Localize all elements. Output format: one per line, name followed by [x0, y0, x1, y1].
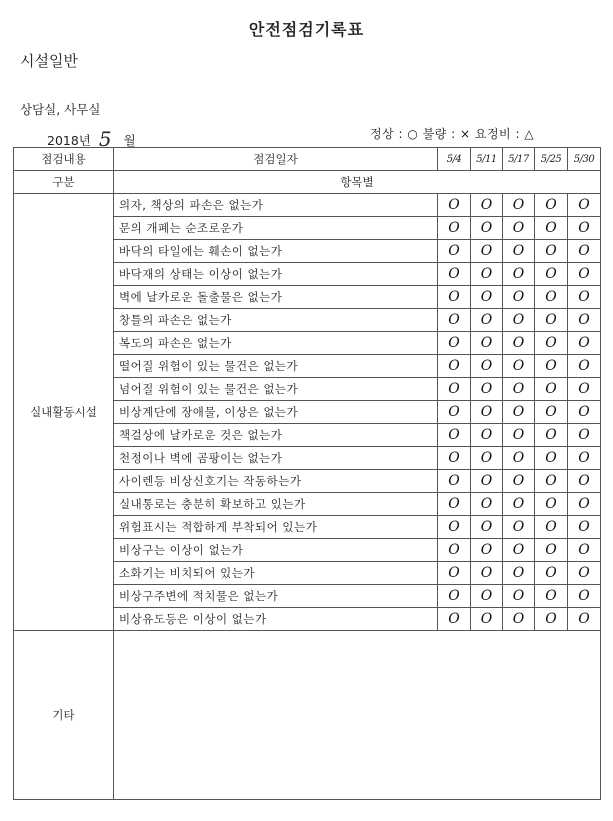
check-mark: O	[503, 263, 535, 286]
check-item: 문의 개폐는 순조로운가	[114, 217, 438, 240]
check-mark: O	[568, 562, 601, 585]
check-mark: O	[503, 194, 535, 217]
check-mark: O	[503, 309, 535, 332]
check-mark: O	[503, 286, 535, 309]
date-cell: 5/11	[471, 148, 503, 171]
check-item: 의자, 책상의 파손은 없는가	[114, 194, 438, 217]
check-item: 바닥의 타일에는 훼손이 없는가	[114, 240, 438, 263]
check-mark: O	[438, 424, 471, 447]
check-mark: O	[438, 539, 471, 562]
legend: 정상 : ○ 불량 : × 요정비 : △	[370, 127, 535, 141]
check-mark: O	[503, 424, 535, 447]
check-mark: O	[535, 401, 568, 424]
header-row-dates	[14, 148, 601, 171]
check-mark: O	[438, 263, 471, 286]
check-mark: O	[438, 447, 471, 470]
check-mark: O	[568, 516, 601, 539]
check-mark: O	[535, 608, 568, 631]
check-item: 복도의 파손은 없는가	[114, 332, 438, 355]
check-mark: O	[471, 539, 503, 562]
check-item: 벽에 날카로운 돌출물은 없는가	[114, 286, 438, 309]
check-mark: O	[471, 378, 503, 401]
check-mark: O	[471, 355, 503, 378]
check-mark: O	[503, 470, 535, 493]
check-mark: O	[438, 194, 471, 217]
check-mark: O	[471, 240, 503, 263]
check-mark: O	[568, 217, 601, 240]
check-mark: O	[438, 562, 471, 585]
header-date: 점검일자	[114, 148, 438, 171]
check-mark: O	[471, 194, 503, 217]
check-mark: O	[535, 355, 568, 378]
check-mark: O	[535, 470, 568, 493]
check-item: 사이렌등 비상신호기는 작동하는가	[114, 470, 438, 493]
check-mark: O	[568, 286, 601, 309]
check-mark: O	[568, 585, 601, 608]
check-mark: O	[535, 263, 568, 286]
check-item: 위험표시는 적합하게 부착되어 있는가	[114, 516, 438, 539]
check-item: 창틀의 파손은 없는가	[114, 309, 438, 332]
date-cell: 5/4	[438, 148, 471, 171]
check-mark: O	[535, 539, 568, 562]
header-category: 구분	[14, 171, 114, 194]
check-item: 책걸상에 날카로운 것은 없는가	[114, 424, 438, 447]
check-mark: O	[438, 286, 471, 309]
check-mark: O	[503, 539, 535, 562]
check-mark: O	[568, 194, 601, 217]
check-mark: O	[471, 585, 503, 608]
facility-label: 시설일반	[20, 52, 78, 70]
check-mark: O	[568, 470, 601, 493]
check-mark: O	[535, 378, 568, 401]
page-title: 안전점검기록표	[248, 20, 365, 39]
check-mark: O	[535, 194, 568, 217]
etc-row	[14, 631, 601, 800]
check-mark: O	[503, 332, 535, 355]
check-mark: O	[568, 240, 601, 263]
table-row	[14, 194, 601, 217]
check-mark: O	[568, 539, 601, 562]
check-mark: O	[438, 608, 471, 631]
month-label: 월	[123, 133, 136, 148]
check-mark: O	[503, 401, 535, 424]
check-mark: O	[503, 355, 535, 378]
header-items: 항목별	[114, 171, 601, 194]
check-mark: O	[438, 240, 471, 263]
check-mark: O	[471, 309, 503, 332]
check-mark: O	[438, 401, 471, 424]
check-mark: O	[535, 562, 568, 585]
check-mark: O	[503, 562, 535, 585]
inspection-table	[13, 147, 601, 800]
check-mark: O	[438, 309, 471, 332]
check-mark: O	[535, 447, 568, 470]
check-mark: O	[438, 332, 471, 355]
header-content: 점검내용	[14, 148, 114, 171]
check-item: 떨어질 위험이 있는 물건은 없는가	[114, 355, 438, 378]
check-item: 비상계단에 장애물, 이상은 없는가	[114, 401, 438, 424]
room-label: 상담실, 사무실	[20, 102, 101, 117]
check-mark: O	[503, 493, 535, 516]
date-cell: 5/17	[503, 148, 535, 171]
check-mark: O	[535, 493, 568, 516]
check-item: 실내통로는 충분히 확보하고 있는가	[114, 493, 438, 516]
check-mark: O	[568, 608, 601, 631]
check-item: 넘어질 위험이 있는 물건은 없는가	[114, 378, 438, 401]
check-mark: O	[503, 608, 535, 631]
date-cell: 5/30	[568, 148, 601, 171]
check-mark: O	[535, 286, 568, 309]
check-mark: O	[438, 217, 471, 240]
check-mark: O	[503, 240, 535, 263]
check-mark: O	[471, 332, 503, 355]
check-mark: O	[535, 240, 568, 263]
check-mark: O	[503, 516, 535, 539]
check-mark: O	[438, 516, 471, 539]
header-row-category	[14, 171, 601, 194]
check-mark: O	[535, 424, 568, 447]
check-mark: O	[471, 263, 503, 286]
check-mark: O	[568, 355, 601, 378]
check-mark: O	[471, 516, 503, 539]
check-mark: O	[535, 309, 568, 332]
check-mark: O	[503, 447, 535, 470]
check-mark: O	[568, 401, 601, 424]
etc-notes	[114, 631, 601, 800]
check-mark: O	[471, 401, 503, 424]
check-mark: O	[471, 562, 503, 585]
check-mark: O	[438, 378, 471, 401]
check-mark: O	[568, 332, 601, 355]
year-label: 2018년	[47, 133, 91, 148]
check-mark: O	[568, 263, 601, 286]
check-mark: O	[535, 217, 568, 240]
check-mark: O	[568, 378, 601, 401]
check-item: 비상유도등은 이상이 없는가	[114, 608, 438, 631]
check-mark: O	[535, 585, 568, 608]
check-mark: O	[471, 493, 503, 516]
check-mark: O	[503, 585, 535, 608]
date-cell: 5/25	[535, 148, 568, 171]
check-item: 소화기는 비치되어 있는가	[114, 562, 438, 585]
check-mark: O	[438, 470, 471, 493]
check-mark: O	[438, 355, 471, 378]
check-mark: O	[438, 585, 471, 608]
check-mark: O	[471, 286, 503, 309]
check-mark: O	[503, 217, 535, 240]
etc-label: 기타	[14, 631, 114, 800]
check-mark: O	[471, 470, 503, 493]
check-mark: O	[568, 447, 601, 470]
check-mark: O	[471, 217, 503, 240]
check-mark: O	[471, 447, 503, 470]
check-item: 비상구는 이상이 없는가	[114, 539, 438, 562]
check-mark: O	[568, 493, 601, 516]
check-mark: O	[568, 309, 601, 332]
check-mark: O	[471, 424, 503, 447]
check-item: 비상구주변에 적치물은 없는가	[114, 585, 438, 608]
check-mark: O	[438, 493, 471, 516]
section-label: 실내활동시설	[14, 194, 114, 631]
check-mark: O	[535, 516, 568, 539]
check-mark: O	[503, 378, 535, 401]
check-item: 바닥재의 상태는 이상이 없는가	[114, 263, 438, 286]
check-mark: O	[535, 332, 568, 355]
month-value: 5	[98, 127, 112, 151]
check-mark: O	[471, 608, 503, 631]
check-mark: O	[568, 424, 601, 447]
check-item: 천정이나 벽에 곰팡이는 없는가	[114, 447, 438, 470]
